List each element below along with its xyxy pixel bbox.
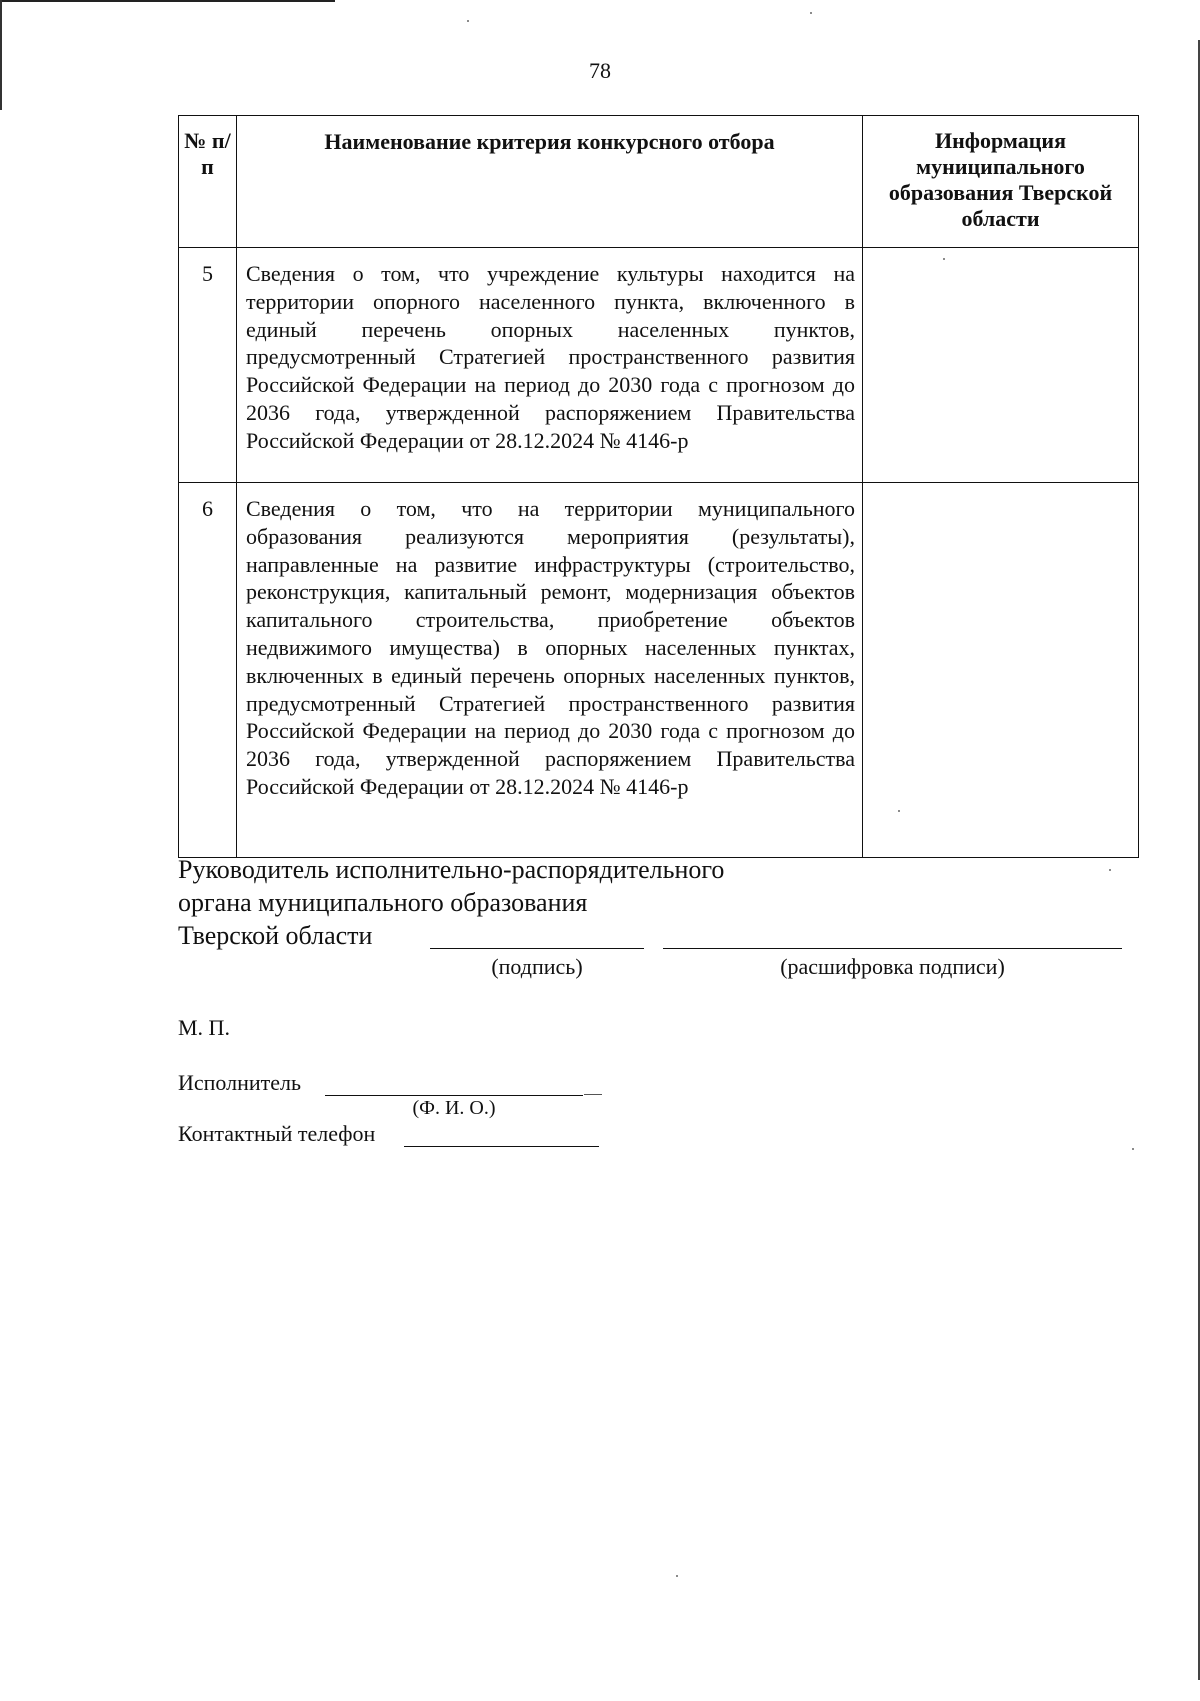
- scan-speck: [467, 20, 469, 22]
- table-header-row: [179, 116, 1139, 248]
- signature-caption: (подпись): [491, 954, 583, 979]
- row-criterion: Сведения о том, что учреждение культуры находится на территории опорного населенного пункта, включенного в единый перечень опорных населенных пунктов, предусмотренный Стратегией пространственного развития Российской Федерации на период до 2030 года с прогнозом до 2036 года, утвержденной распоряжением Правительства Российской Федерации от 28.12.2024 № 4146-р: [237, 248, 863, 483]
- signature-line-1: Руководитель исполнительно-распорядительного: [178, 855, 725, 884]
- scan-speck: [1132, 1148, 1134, 1150]
- row-info: [863, 483, 1139, 858]
- stamp-place-label: М. П.: [178, 1015, 230, 1040]
- scan-border-top: [0, 0, 335, 2]
- executor-field[interactable]: [325, 1095, 583, 1096]
- signature-line-2: органа муниципального образования: [178, 888, 588, 917]
- signature-block: [178, 853, 724, 952]
- scan-speck: [810, 12, 812, 14]
- header-info: Информация муниципального образования Тверской области: [863, 116, 1139, 248]
- phone-field[interactable]: [404, 1146, 599, 1147]
- signature-line-3: Тверской области: [178, 921, 373, 950]
- signature-decode-field[interactable]: [663, 948, 1122, 949]
- scan-border-left: [0, 0, 2, 110]
- row-criterion: Сведения о том, что на территории муниципального образования реализуются мероприятия (результаты), направленные на развитие инфраструктуры (строительство, реконструкция, капитальный ремонт, модернизация объектов капитального строительства, приобретение объектов недвижимого имущества) в опорных населенных пунктах, включенных в единый перечень опорных населенных пунктов, предусмотренный Стратегией пространственного развития Российской Федерации на период до 2030 года с прогнозом до 2036 года, утвержденной распоряжением Правительства Российской Федерации от 28.12.2024 № 4146-р: [237, 483, 863, 858]
- phone-label: Контактный телефон: [178, 1121, 376, 1146]
- table-row: [179, 483, 1139, 858]
- executor-label: Исполнитель: [178, 1070, 302, 1095]
- executor-field-tail: [584, 1094, 602, 1095]
- row-number: 6: [179, 483, 237, 858]
- header-criterion: Наименование критерия конкурсного отбора: [237, 116, 863, 248]
- signature-decode-caption: (расшифровка подписи): [780, 954, 1005, 979]
- scan-speck: [676, 1575, 678, 1577]
- row-info: [863, 248, 1139, 483]
- signature-field[interactable]: [430, 948, 644, 949]
- executor-caption: (Ф. И. О.): [412, 1097, 496, 1119]
- header-number: № п/п: [179, 116, 237, 248]
- scan-speck: [1109, 869, 1111, 871]
- row-number: 5: [179, 248, 237, 483]
- criteria-table: [178, 115, 1139, 858]
- table-row: [179, 248, 1139, 483]
- page-number: 78: [589, 58, 611, 83]
